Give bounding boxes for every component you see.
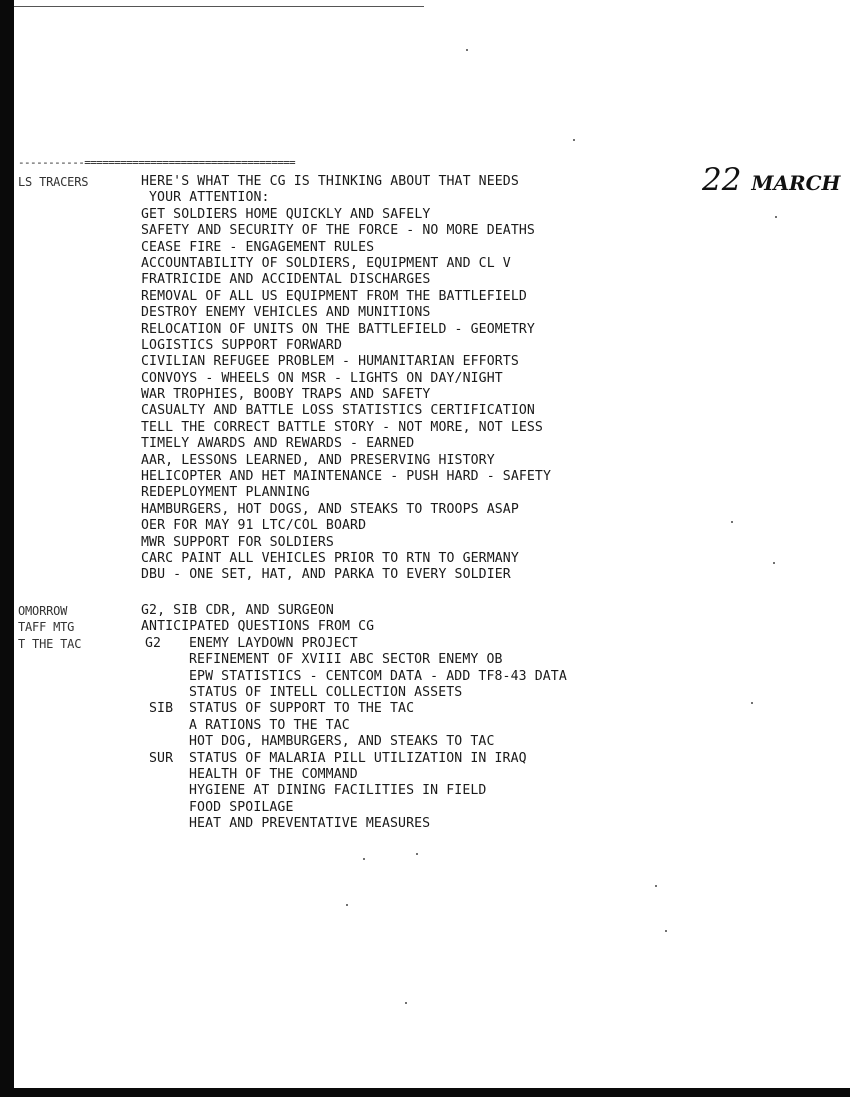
group-row [18,751,698,767]
section-header-row [18,190,698,206]
scan-speck [363,858,365,860]
section-header-line1: HERE'S WHAT THE CG IS THINKING ABOUT THAT NEEDS [141,174,519,189]
group-row [18,701,698,717]
group-first-item: ENEMY LAYDOWN PROJECT [189,635,358,651]
list-item: CIVILIAN REFUGEE PROBLEM - HUMANITARIAN EFFORTS [141,354,519,370]
section-label: TAFF MTG [18,620,75,635]
handwritten-date [702,162,840,198]
list-item: TIMELY AWARDS AND REWARDS - EARNED [141,436,415,452]
list-item: REDEPLOYMENT PLANNING [141,485,310,501]
scan-bottom-edge [14,1088,850,1097]
scan-left-edge [0,0,14,1097]
list-item: WAR TROPHIES, BOOBY TRAPS AND SAFETY [141,387,431,403]
scan-speck [416,853,418,855]
list-item: CARC PAINT ALL VEHICLES PRIOR TO RTN TO GERMANY [141,550,519,566]
list-item: CONVOYS - WHEELS ON MSR - LIGHTS ON DAY/NIGHT [141,370,503,386]
group-code: SIB [149,701,174,717]
section-label: T THE TAC [18,636,82,651]
list-item: SAFETY AND SECURITY OF THE FORCE - NO MORE DEATHS [141,223,535,239]
questions-heading: ANTICIPATED QUESTIONS FROM CG [141,619,375,635]
list-item: HELICOPTER AND HET MAINTENANCE - PUSH HARD - SAFETY [141,469,552,485]
attendees-line: G2, SIB CDR, AND SURGEON [141,603,334,618]
list-item: DBU - ONE SET, HAT, AND PARKA TO EVERY SOLDIER [141,567,511,583]
section-header-line2: YOUR ATTENTION: [149,190,270,206]
list-item: MWR SUPPORT FOR SOLDIERS [141,534,334,550]
list-item: HOT DOG, HAMBURGERS, AND STEAKS TO TAC [189,734,495,750]
list-item: ACCOUNTABILITY OF SOLDIERS, EQUIPMENT AND CL V [141,255,511,271]
list-item: STATUS OF INTELL COLLECTION ASSETS [189,684,463,700]
section-header-row [18,174,698,190]
list-item: CEASE FIRE - ENGAGEMENT RULES [141,239,375,255]
scan-speck [405,1002,407,1004]
list-item: A RATIONS TO THE TAC [189,717,350,733]
list-item: FOOD SPOILAGE [189,799,294,815]
scan-speck [573,139,575,141]
section-row [18,619,698,635]
group-code: SUR [149,750,174,766]
list-item: HEAT AND PREVENTATIVE MEASURES [189,816,431,832]
scan-speck [751,702,753,704]
date-day: 22 [702,162,742,198]
cg-attention-section [18,174,698,584]
list-item: TELL THE CORRECT BATTLE STORY - NOT MORE, NOT LESS [141,419,543,435]
list-item: HYGIENE AT DINING FACILITIES IN FIELD [189,783,487,799]
section-label: OMORROW [18,604,68,618]
list-item: DESTROY ENEMY VEHICLES AND MUNITIONS [141,305,431,321]
list-item: REMOVAL OF ALL US EQUIPMENT FROM THE BATTLEFIELD [141,288,527,304]
list-item: LOGISTICS SUPPORT FORWARD [141,337,342,353]
list-item: AAR, LESSONS LEARNED, AND PRESERVING HISTORY [141,452,495,468]
group-first-item: STATUS OF MALARIA PILL UTILIZATION IN IRAQ [189,750,527,766]
section-row [18,603,698,619]
list-item: REFINEMENT OF XVIII ABC SECTOR ENEMY OB [189,652,503,668]
list-item: CASUALTY AND BATTLE LOSS STATISTICS CERTIFICATION [141,403,535,419]
list-item: RELOCATION OF UNITS ON THE BATTLEFIELD - GEOMETRY [141,321,535,337]
scan-speck [655,885,657,887]
group-row [18,636,698,652]
scan-speck [665,930,667,932]
list-item: GET SOLDIERS HOME QUICKLY AND SAFELY [141,206,431,222]
date-month: MARCH [751,171,841,195]
scan-speck [466,49,468,51]
group-first-item: STATUS OF SUPPORT TO THE TAC [189,701,415,717]
section-label: LS TRACERS [18,175,89,189]
scan-speck [731,521,733,523]
staff-meeting-section [18,603,698,832]
list-item: EPW STATISTICS - CENTCOM DATA - ADD TF8-43 DATA [189,668,567,684]
scan-top-line [14,6,424,7]
scan-speck [775,216,777,218]
list-item: HEALTH OF THE COMMAND [189,766,358,782]
group-code: G2 [145,635,162,651]
section-separator: -----------=================================== [18,156,296,169]
scan-speck [773,562,775,564]
list-item: HAMBURGERS, HOT DOGS, AND STEAKS TO TROOPS ASAP [141,501,519,517]
scan-speck [346,904,348,906]
list-item: FRATRICIDE AND ACCIDENTAL DISCHARGES [141,272,431,288]
list-item: OER FOR MAY 91 LTC/COL BOARD [141,518,367,534]
